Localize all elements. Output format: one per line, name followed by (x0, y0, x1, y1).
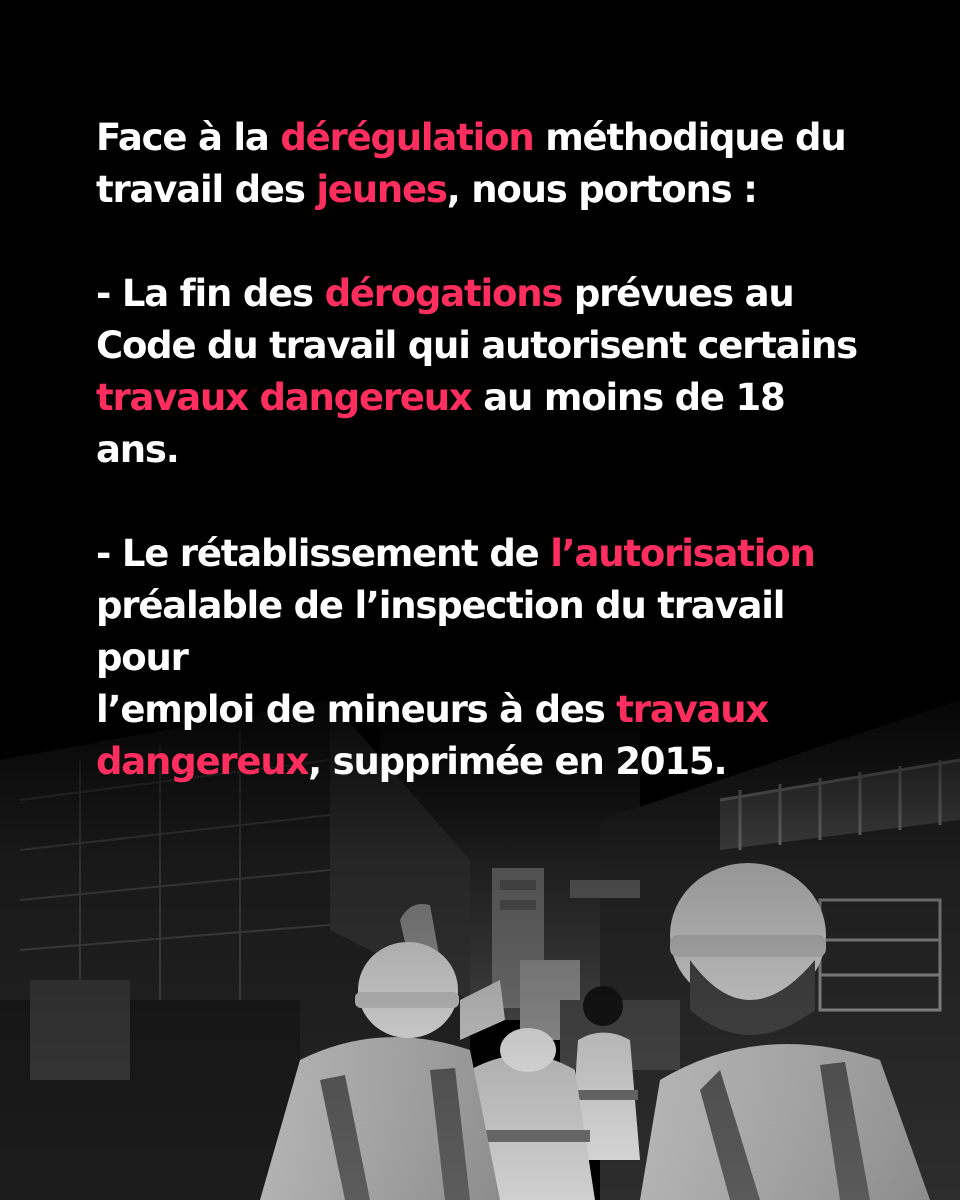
highlighted-phrase: travaux dangereux (96, 376, 472, 419)
text-segment: méthodique du (533, 116, 846, 159)
paragraph-3 (96, 528, 876, 788)
text-line (96, 736, 876, 788)
text-segment: travail des (96, 168, 317, 211)
text-line (96, 372, 876, 476)
text-segment: - La fin des (96, 272, 325, 315)
highlighted-phrase: dangereux (96, 740, 309, 783)
text-line (96, 164, 876, 216)
text-line (96, 320, 876, 372)
highlighted-phrase: dérogations (324, 272, 563, 315)
highlighted-phrase: jeunes (316, 168, 447, 211)
highlighted-phrase: l’autorisation (550, 532, 815, 575)
text-segment: préalable de l’inspection du travail pour (96, 584, 785, 679)
text-line (96, 684, 876, 736)
text-segment: - Le rétablissement de (96, 532, 551, 575)
text-segment: l’emploi de mineurs à des (96, 688, 617, 731)
text-line (96, 112, 876, 164)
text-segment: , nous portons : (446, 168, 757, 211)
paragraph-2 (96, 268, 876, 476)
text-segment: prévues au (562, 272, 794, 315)
text-line (96, 528, 876, 580)
text-line (96, 268, 876, 320)
highlighted-phrase: dérégulation (280, 116, 534, 159)
message-text (96, 112, 876, 840)
paragraph-1 (96, 112, 876, 216)
text-segment: Face à la (96, 116, 281, 159)
text-segment: Code du travail qui autorisent certains (96, 324, 857, 367)
text-line (96, 580, 876, 684)
highlighted-phrase: travaux (616, 688, 769, 731)
text-segment: au moins de 18 ans. (96, 376, 785, 471)
text-segment: , supprimée en 2015. (308, 740, 727, 783)
